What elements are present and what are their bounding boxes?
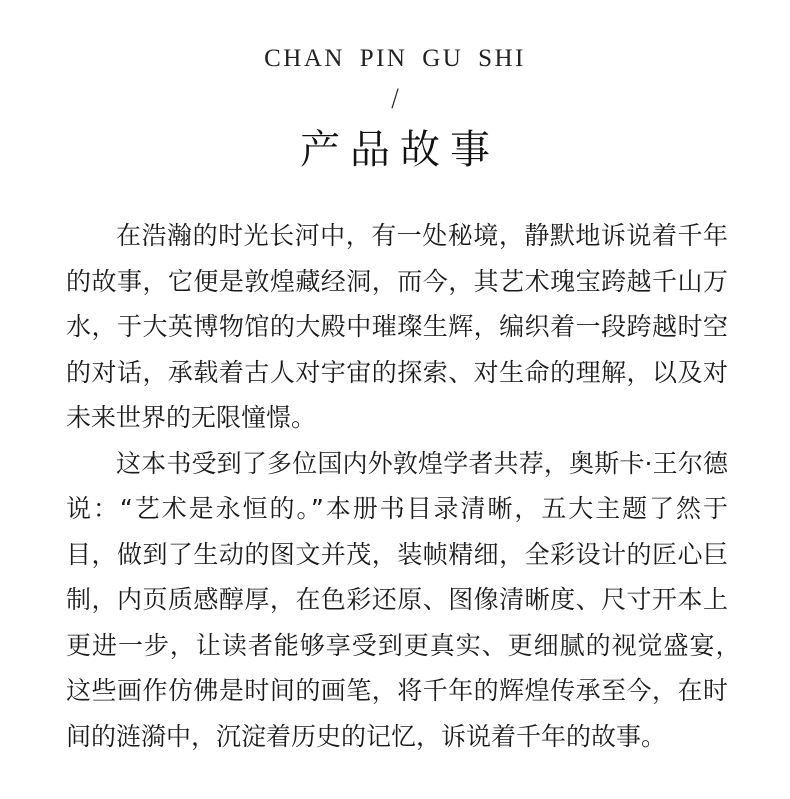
title-divider: / (390, 84, 400, 112)
story-paragraph-1: 在浩瀚的时光长河中，有一处秘境，静默地诉说着千年的故事，它便是敦煌藏经洞，而今，其艺术瑰宝跨越千山万水，于大英博物馆的大殿中璀璨生辉，编织着一段跨越时空的对话，承载着古人对宇宙的探索、对生命的理解，以及对未来世界的无限憧憬。 (66, 221, 728, 432)
story-paragraph-2: 这本书受到了多位国内外敦煌学者共荐，奥斯卡·王尔德说：“艺术是永恒的。”本册书目录清晰，五大主题了然于目，做到了生动的图文并茂，装帧精细，全彩设计的匠心巨制，内页质感醇厚，在色彩还原、图像清晰度、尺寸开本上更进一步，让读者能够享受到更真实、更细腻的视觉盛宴， 这些画作仿佛是时间的画笔，将千年的辉煌传承至今，在时间的涟漪中，沉淀着历史的记忆，诉说着千年的故事。 (66, 448, 754, 751)
story-body (66, 213, 754, 759)
english-title: CHAN PIN GU SHI (264, 45, 526, 72)
chinese-title: 产品故事 (300, 127, 500, 173)
